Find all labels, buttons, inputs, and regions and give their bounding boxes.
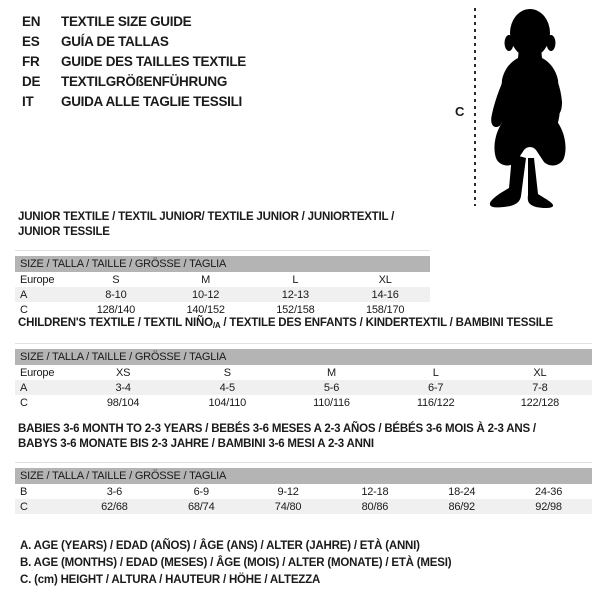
row-label: A	[15, 287, 71, 302]
language-item	[22, 52, 246, 72]
size-value: 7-8	[488, 380, 592, 395]
row-label: A	[15, 380, 71, 395]
table-title-line	[18, 210, 430, 240]
row-label: Europe	[20, 273, 55, 286]
table-title-line	[18, 422, 592, 437]
language-item	[22, 72, 246, 92]
table-title-text: / TEXTILE DES ENFANTS / KINDERTEXTIL / BAMBINI TESSILE	[220, 317, 553, 329]
table-title-text: BABIES 3-6 MONTH TO 2-3 YEARS / BEBÉS 3-6 MESES A 2-3 AÑOS / BÉBÉS 3-6 MOIS À 2-3 ANS /	[18, 423, 536, 435]
table-title	[18, 422, 592, 452]
size-value: 62/68	[71, 499, 158, 514]
table-title-text: JUNIOR TEXTILE / TEXTIL JUNIOR/ TEXTILE JUNIOR / JUNIORTEXTIL / JUNIOR TESSILE	[18, 211, 395, 238]
row-label: C	[20, 396, 28, 409]
language-item	[22, 32, 246, 52]
size-value: 8-10	[71, 287, 161, 302]
table-title-text: CHILDREN'S TEXTILE / TEXTIL NIÑO	[18, 317, 213, 329]
footnotes	[20, 538, 451, 589]
section-divider	[15, 250, 430, 251]
table-title-line	[18, 316, 592, 333]
size-header-label: SIZE / TALLA / TAILLE / GRÖSSE / TAGLIA	[15, 256, 430, 272]
size-value: 122/128	[520, 396, 560, 409]
size-value: 6-7	[384, 380, 488, 395]
size-header-label: SIZE / TALLA / TAILLE / GRÖSSE / TAGLIA	[15, 349, 592, 365]
table-row	[15, 395, 592, 410]
language-label: TEXTILE SIZE GUIDE	[61, 14, 192, 29]
size-value: 110/116	[313, 396, 350, 409]
size-value: 152/158	[276, 303, 315, 316]
size-value: 140/152	[186, 303, 225, 316]
size-value: S	[223, 366, 231, 379]
size-value: XS	[115, 366, 131, 379]
table-title	[18, 316, 592, 333]
size-value: 5-6	[279, 380, 383, 395]
row-label: B	[20, 485, 28, 498]
size-value: 10-12	[161, 287, 251, 302]
size-value: 68/74	[158, 499, 245, 514]
size-value: 6-9	[193, 485, 209, 498]
babies-textile-section	[15, 422, 592, 514]
size-value: XL	[533, 366, 547, 379]
table-row	[15, 302, 430, 317]
language-code: EN	[22, 14, 41, 29]
row-label: C	[20, 303, 28, 316]
height-measure-label: C	[455, 104, 465, 119]
size-value: 9-12	[277, 485, 299, 498]
size-value: 3-4	[71, 380, 175, 395]
size-value: L	[432, 366, 439, 379]
table-row	[15, 484, 592, 499]
table-row	[15, 380, 592, 395]
baby-silhouette-icon	[482, 6, 578, 208]
footnote: C. (cm) HEIGHT / ALTURA / HAUTEUR / HÖHE / ALTEZZA	[20, 574, 321, 586]
size-header-row	[15, 468, 592, 484]
table-row	[15, 272, 430, 287]
language-code: ES	[22, 34, 40, 49]
size-value: M	[201, 273, 211, 286]
babies-size-table	[15, 468, 592, 514]
size-value: S	[112, 273, 120, 286]
table-title-text: BABYS 3-6 MONATE BIS 2-3 JAHRE / BAMBINI 3-6 MESI A 2-3 ANNI	[18, 438, 374, 450]
size-value: M	[326, 366, 336, 379]
table-title	[18, 210, 430, 240]
size-value: 104/110	[208, 396, 247, 409]
table-row	[15, 287, 430, 302]
section-divider	[15, 462, 592, 463]
size-value: 128/140	[96, 303, 136, 316]
size-value: 12-13	[251, 287, 341, 302]
size-value: 14-16	[340, 287, 430, 302]
language-item	[22, 92, 246, 112]
language-label: GUIDE DES TAILLES TEXTILE	[61, 54, 247, 69]
table-row	[15, 499, 592, 514]
size-value: 86/92	[418, 499, 505, 514]
language-label: TEXTILGRÖßENFÜHRUNG	[61, 74, 228, 89]
children-size-table	[15, 349, 592, 410]
children-textile-section	[15, 316, 592, 410]
row-label: C	[15, 499, 71, 514]
junior-size-table	[15, 256, 430, 317]
size-value: 98/104	[106, 396, 140, 409]
size-value: 158/170	[365, 303, 405, 316]
size-header-label: SIZE / TALLA / TAILLE / GRÖSSE / TAGLIA	[15, 468, 592, 484]
size-value: 18-24	[448, 485, 476, 498]
size-value: 92/98	[505, 499, 592, 514]
language-item	[22, 12, 246, 32]
table-title-line	[18, 437, 592, 452]
language-code: FR	[22, 54, 40, 69]
size-value: 80/86	[331, 499, 418, 514]
size-value: 24-36	[535, 485, 563, 498]
table-title-text: /A	[212, 321, 221, 330]
footnote: A. AGE (YEARS) / EDAD (AÑOS) / ÂGE (ANS) / ALTER (JAHRE) / ETÀ (ANNI)	[20, 540, 420, 552]
language-code: IT	[22, 94, 34, 109]
row-label: Europe	[20, 366, 55, 379]
table-row	[15, 365, 592, 380]
language-label: GUÍA DE TALLAS	[61, 34, 169, 49]
size-value: 3-6	[106, 485, 123, 498]
size-value: 12-18	[361, 485, 389, 498]
language-guide	[22, 12, 246, 112]
section-divider	[15, 343, 592, 344]
language-code: DE	[22, 74, 41, 89]
height-measure-dashed-line	[474, 8, 476, 206]
size-header-row	[15, 256, 430, 272]
footnote: B. AGE (MONTHS) / EDAD (MESES) / ÂGE (MOIS) / ALTER (MONATE) / ETÀ (MESI)	[20, 557, 452, 569]
size-value: 4-5	[175, 380, 279, 395]
size-value: L	[292, 273, 299, 286]
junior-textile-section	[15, 210, 430, 317]
size-value: 74/80	[245, 499, 332, 514]
language-label: GUIDA ALLE TAGLIE TESSILI	[61, 94, 242, 109]
size-value: XL	[378, 273, 392, 286]
size-header-row	[15, 349, 592, 365]
size-value: 116/122	[416, 396, 455, 409]
